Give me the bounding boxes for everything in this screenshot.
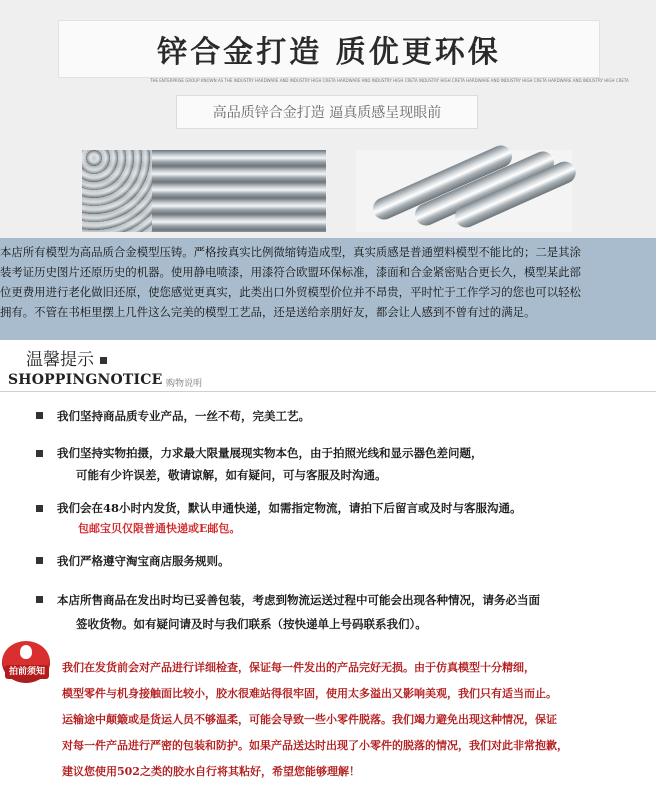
bullet-icon [36,450,43,457]
shipping-line: 建议您使用502之类的胶水自行将其粘好，希望您能够理解！ [62,765,360,778]
banner-fine-print: THE ENTERPRISE GROUP KNOWN AS THE INDUSTRY HARDWARE AND INDUSTRY HIGH CRETA HARDWARE AND INDUSTRY HIGH CRETA INDUSTRY HIGH CRETA HARDWARE AND INDUSTRY HIGH CRETA HARDWARE AND INDUSTRY HIGH CRETA [150,78,629,83]
description-line: 本店所有模型为高品质合金模型压铸。严格按真实比例微缩铸造成型，真实质感是普通塑料模型不能比的；二是其涂 [0,245,581,259]
bullet-icon [36,557,43,564]
shipping-line: 模型零件与机身接触面比较小，胶水很难站得很牢固，使用太多溢出又影响美观，我们只有适当而止。 [62,687,557,700]
banner-subheadline: 高品质锌合金打造 逼真质感呈现眼前 [176,95,478,129]
description-line: 装考证历史图片还原历史的机器。使用静电喷漆，用漆符合欧盟环保标准，漆面和合金紧密贴合更长久，模型某此部 [0,265,581,279]
notice-title-en: SHOPPINGNOTICE [8,372,163,388]
notice-item: 我们会在48小时内发货，默认申通快递，如需指定物流，请拍下后留言或及时与客服沟通。 [57,501,522,515]
notice-item: 我们严格遵守淘宝商店服务规则。 [57,554,230,568]
metal-rods-photo-right [356,150,572,232]
notice-item: 本店所售商品在发出时均已妥善包装，考虑到物流运送过程中可能会出现各种情况，请务必当面 [57,593,540,607]
description-line: 拥有。不管在书柜里摆上几件这么完美的模型工艺品，还是送给亲朋好友，都会让人感到不曾有过的满足。 [0,305,536,319]
shipping-notice-badge [2,641,52,685]
badge-label: 拍前须知 [5,665,49,679]
hand-icon [20,645,32,659]
shipping-line: 对每一件产品进行严密的包装和防护。如果产品送达时出现了小零件的脱落的情况，我们对此非常抱歉， [62,739,568,752]
shipping-line: 运输途中颠簸或是货运人员不够温柔，可能会导致一些小零件脱落。我们竭力避免出现这种情况，保证 [62,713,557,726]
product-banner [0,0,656,238]
notice-title [26,345,107,370]
notice-title-text: 温馨提示 [26,350,94,370]
bullet-icon [36,505,43,512]
notice-item-note: 包邮宝贝仅限普通快递或E邮包。 [78,522,241,535]
product-description [0,238,656,340]
bullet-icon [36,596,43,603]
notice-title-en-cn: 购物说明 [166,379,203,389]
description-line: 位更费用进行老化做旧还原，使您感觉更真实，此类出口外贸模型价位并不昂贵，平时忙于工作学习的您也可以轻松 [0,285,581,299]
notice-item: 我们坚持实物拍摄，力求最大限量展现实物本色，由于拍照光线和显示器色差问题， [57,446,483,460]
banner-headline: 锌合金打造 质优更环保 [58,20,600,78]
square-icon [100,357,107,364]
shipping-notice [62,655,652,785]
divider [0,391,656,392]
notice-item: 签收货物。如有疑问请及时与我们联系（按快递单上号码联系我们）。 [76,617,427,631]
rod-ends-graphic [82,150,152,232]
notice-item: 我们坚持商品质专业产品，一丝不苟，完美工艺。 [57,409,310,423]
shipping-line: 我们在发货前会对产品进行详细检查，保证每一件发出的产品完好无损。由于仿真模型十分精细， [62,661,535,674]
bullet-icon [36,412,43,419]
metal-rods-photo-left [82,150,326,232]
notice-item: 可能有少许误差，敬请谅解，如有疑问，可与客服及时沟通。 [76,468,387,482]
